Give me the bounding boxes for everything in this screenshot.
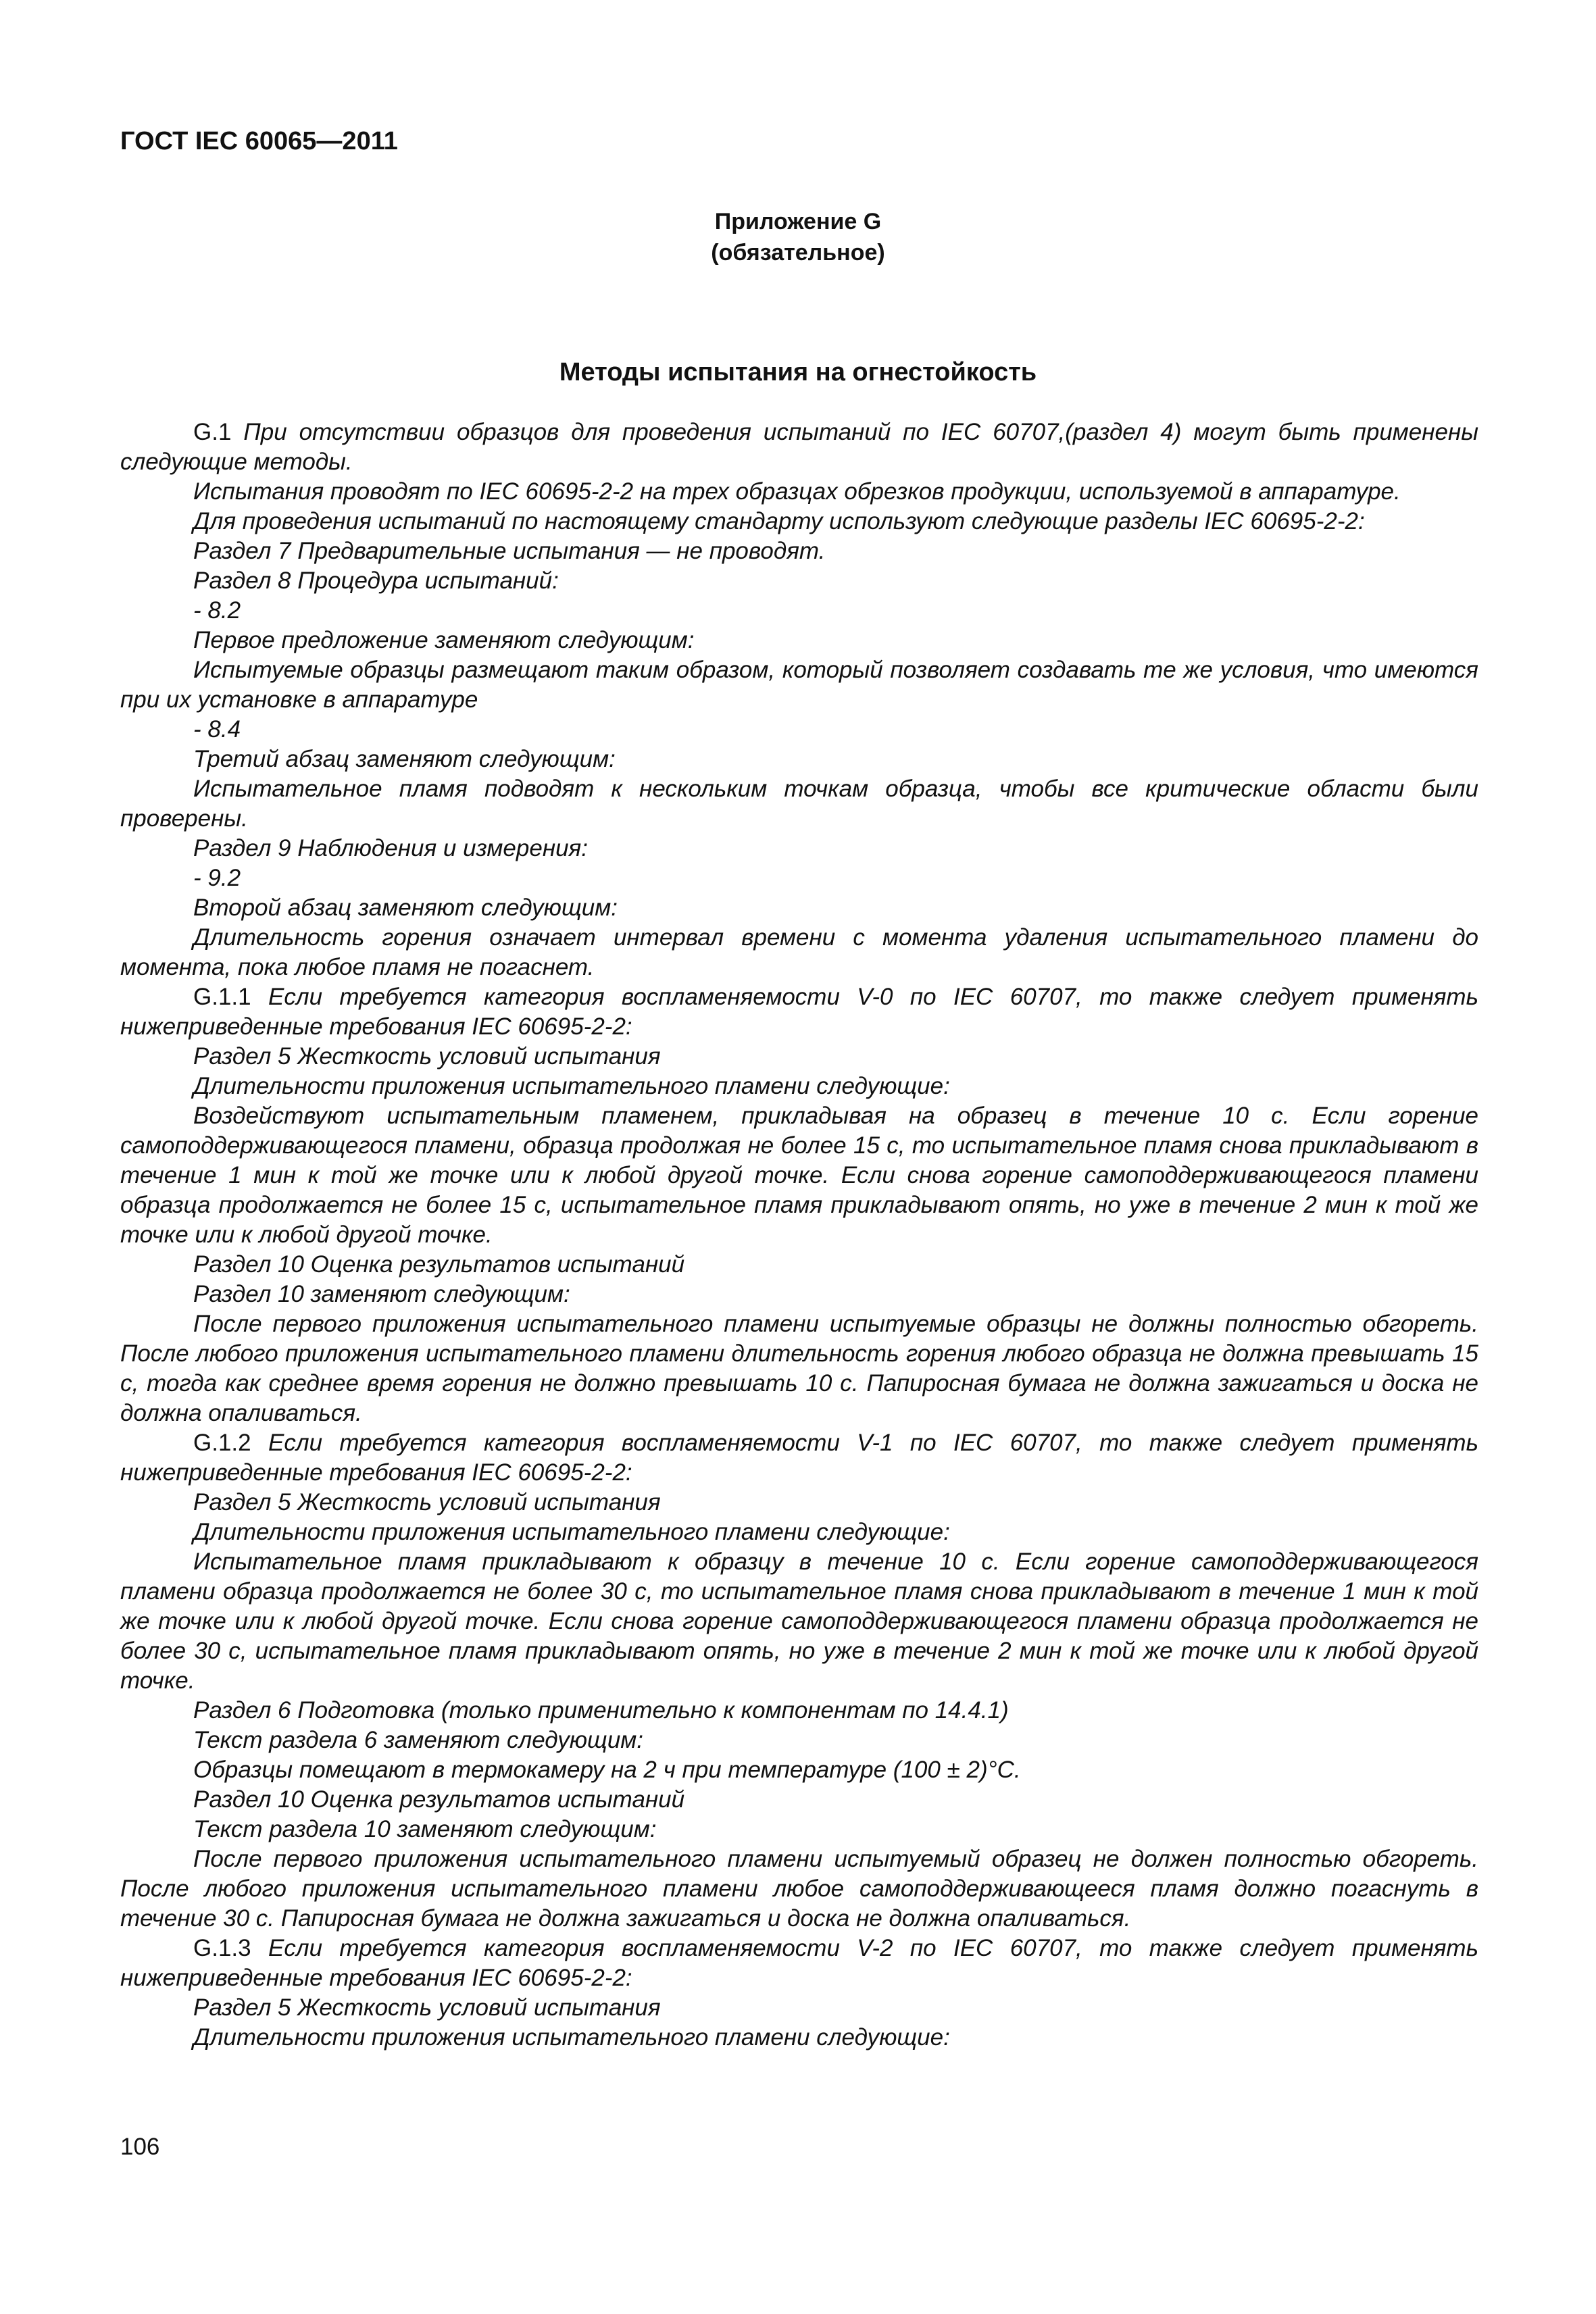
paragraph-text: Образцы помещают в термокамеру на 2 ч при температуре (100 ± 2)°С. [193,1757,1021,1783]
paragraph [120,1934,1478,1993]
paragraph [120,536,1478,566]
paragraph [120,715,1478,745]
paragraph [120,1993,1478,2023]
paragraph [120,596,1478,626]
paragraph-text: Длительность горения означает интервал времени с момента удаления испытательного пламени до момента, пока любое пламя не погаснет. [120,924,1478,980]
paragraph [120,1517,1478,1547]
paragraph [120,1844,1478,1934]
paragraph-text: Второй абзац заменяют следующим: [193,895,618,921]
document-code: ГОСТ IEC 60065—2011 [120,127,398,155]
appendix-heading [0,206,1596,268]
appendix-title: Приложение G [714,209,882,234]
paragraph [120,1280,1478,1309]
paragraph-text: Если требуется категория воспламеняемости V-1 по IEC 60707, то также следует применять нижеприведенные требования IEC 60695-2-2: [120,1430,1478,1486]
paragraph [120,418,1478,477]
paragraph-text: Текст раздела 6 заменяют следующим: [193,1727,644,1753]
paragraph-text: Раздел 5 Жесткость условий испытания [193,1043,661,1070]
paragraph-text: Раздел 6 Подготовка (только применительно к компонентам по 14.4.1) [193,1697,1009,1724]
paragraph [120,566,1478,596]
paragraph [120,2023,1478,2053]
paragraph [120,626,1478,655]
paragraph [120,1250,1478,1280]
document-body [120,418,1478,2053]
paragraph [120,1488,1478,1517]
paragraph-text: Раздел 10 Оценка результатов испытаний [193,1786,685,1813]
paragraph-text: - 8.2 [193,597,241,624]
paragraph-text: Первое предложение заменяют следующим: [193,627,695,653]
paragraph [120,477,1478,507]
paragraph-text: Если требуется категория воспламеняемости V-2 по IEC 60707, то также следует применять нижеприведенные требования IEC 60695-2-2: [120,1935,1478,1991]
paragraph-text: Испытательное пламя подводят к нескольким точкам образца, чтобы все критические области были проверены. [120,776,1478,832]
paragraph [120,982,1478,1042]
paragraph-text: Раздел 9 Наблюдения и измерения: [193,835,588,861]
paragraph-text: - 9.2 [193,865,241,891]
paragraph-text: Третий абзац заменяют следующим: [193,746,616,772]
paragraph [120,1547,1478,1696]
paragraph-text: После первого приложения испытательного пламени испытуемые образцы не должны полностью обгореть. После любого приложения испытательного пламени длительность горения любого образца не должна превышать 15 с, тогда как среднее время горения не должно превышать 10 с. Папиросная бумага не должна зажигаться и доска не должна опаливаться. [120,1311,1478,1426]
paragraph-text: Испытуемые образцы размещают таким образом, который позволяет создавать те же условия, что имеются при их установке в аппаратуре [120,657,1478,713]
paragraph [120,745,1478,774]
paragraph-text: - 8.4 [193,716,241,743]
paragraph [120,1726,1478,1755]
paragraph-text: Раздел 5 Жесткость условий испытания [193,1489,661,1515]
paragraph [120,774,1478,834]
clause-number: G.1 [193,419,232,445]
paragraph [120,923,1478,982]
clause-number: G.1.1 [193,984,251,1010]
paragraph [120,655,1478,715]
paragraph-text: При отсутствии образцов для проведения испытаний по IEC 60707,(раздел 4) могут быть применены следующие методы. [120,419,1479,475]
paragraph [120,1072,1478,1101]
page-number: 106 [120,2134,160,2160]
paragraph-text: Испытательное пламя прикладывают к образцу в течение 10 с. Если горение самоподдерживающегося пламени образца продолжается не более 30 с, то испытательное пламя снова прикладывают в течение 1 мин к той же точке или к любой другой точке. Если снова горение самоподдерживающегося пламени образца продолжается не более 30 с, испытательное пламя прикладывают опять, но уже в течение 2 мин к той же точке или к любой другой точке. [120,1549,1478,1694]
section-title: Методы испытания на огнестойкость [559,358,1037,386]
paragraph [120,1428,1478,1488]
paragraph-text: Раздел 7 Предварительные испытания — не проводят. [193,538,826,564]
paragraph-text: Длительности приложения испытательного пламени следующие: [193,1073,950,1099]
paragraph-text: Для проведения испытаний по настоящему стандарту используют следующие разделы IEC 60695-2-2: [193,508,1365,534]
paragraph-text: Если требуется категория воспламеняемости V-0 по IEC 60707, то также следует применять нижеприведенные требования IEC 60695-2-2: [120,984,1478,1040]
appendix-status: (обязательное) [711,240,885,266]
paragraph [120,893,1478,923]
paragraph [120,1309,1478,1428]
paragraph [120,507,1478,536]
clause-number: G.1.2 [193,1430,251,1456]
paragraph [120,1755,1478,1785]
paragraph-text: После первого приложения испытательного пламени испытуемый образец не должен полностью обгореть. После любого приложения испытательного пламени любое самоподдерживающееся пламя должно погаснуть в течение 30 с. Папиросная бумага не должна зажигаться и доска не должна опаливаться. [120,1846,1478,1932]
paragraph-text: Раздел 5 Жесткость условий испытания [193,1994,661,2021]
paragraph [120,1815,1478,1844]
paragraph [120,1696,1478,1726]
clause-number: G.1.3 [193,1935,251,1961]
paragraph [120,1785,1478,1815]
paragraph-text: Длительности приложения испытательного пламени следующие: [193,1519,950,1545]
paragraph-text: Длительности приложения испытательного пламени следующие: [193,2024,950,2051]
paragraph-text: Воздействуют испытательным пламенем, прикладывая на образец в течение 10 с. Если горение самоподдерживающегося пламени, образца продолжая не более 15 с, то испытательное пламя снова прикладывают в течение 1 мин к той же точке или к любой другой точке. Если снова горение самоподдерживающегося пламени образца продолжается не более 15 с, испытательное пламя прикладывают опять, но уже в течение 2 мин к той же точке или к любой другой точке. [120,1103,1478,1248]
paragraph-text: Раздел 10 Оценка результатов испытаний [193,1251,685,1278]
paragraph-text: Раздел 10 заменяют следующим: [193,1281,570,1307]
paragraph-text: Раздел 8 Процедура испытаний: [193,568,559,594]
paragraph-text: Испытания проводят по IEC 60695-2-2 на трех образцах обрезков продукции, используемой в аппаратуре. [193,478,1401,505]
paragraph [120,1101,1478,1250]
paragraph [120,834,1478,863]
paragraph [120,1042,1478,1072]
paragraph [120,863,1478,893]
paragraph-text: Текст раздела 10 заменяют следующим: [193,1816,657,1842]
